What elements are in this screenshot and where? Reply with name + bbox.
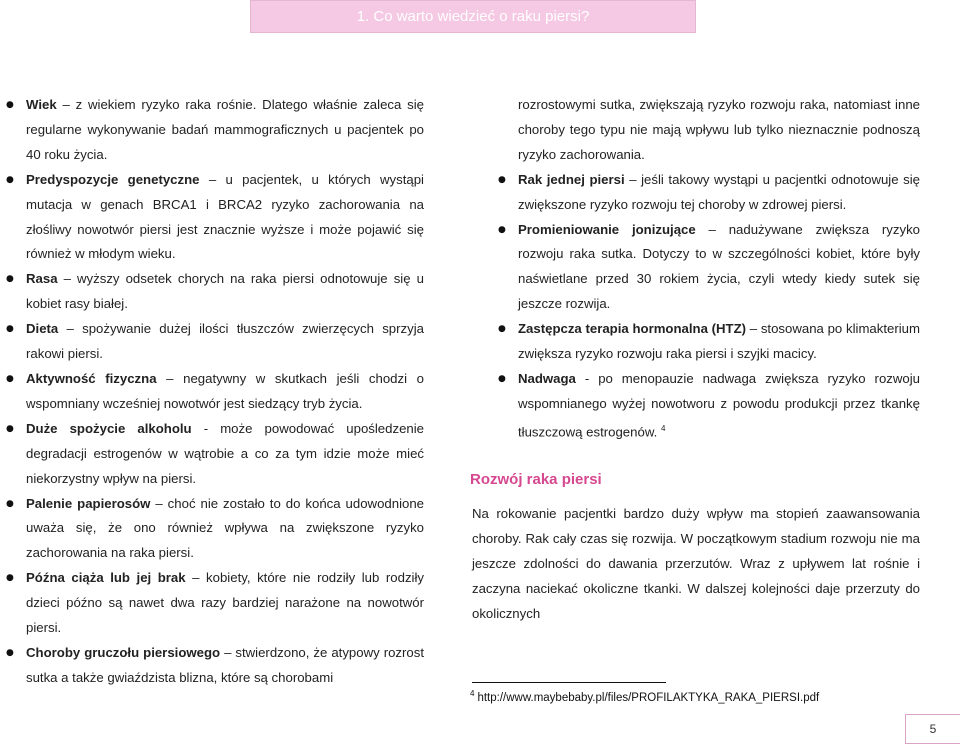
- risk-factor-description: - po menopauzie nadwaga zwiększa ryzyko rozwoju wspomnianego wyżej nowotworu z powodu produkcji przez tkankę tłuszczową estrogenów.: [518, 370, 920, 440]
- risk-factor-name: Promieniowanie jonizujące: [518, 221, 696, 237]
- risk-factor-name: Rak jednej piersi: [518, 171, 625, 187]
- bullet-icon: ●: [6, 274, 14, 285]
- section-heading: Rozwój raka piersi: [470, 471, 602, 489]
- list-item: [6, 168, 424, 268]
- bullet-icon: ●: [6, 100, 14, 110]
- bullet-icon: ●: [498, 373, 506, 384]
- page-number: 5: [929, 722, 937, 736]
- chapter-title-banner: [250, 0, 696, 33]
- list-item: [6, 267, 424, 317]
- risk-factor-description: – u pacjentek, u których wystąpi mutacja w genach BRCA1 i BRCA2 ryzyko zachorowania na złośliwy nowotwór piersi jest znacznie wyższe i może pojawić się również w młodym wieku.: [26, 171, 424, 262]
- list-item: [6, 641, 424, 691]
- bullet-icon: ●: [6, 324, 14, 335]
- list-item: [6, 566, 425, 641]
- risk-factor-name: Rasa: [26, 271, 58, 287]
- bullet-icon: ●: [498, 224, 506, 235]
- bullet-icon: ●: [6, 174, 14, 185]
- risk-factor-description: – z wiekiem ryzyko raka rośnie. Dlatego właśnie zaleca się regularne wykonywanie badań mammograficznych u pacjentek po 40 roku życia.: [26, 97, 424, 162]
- risk-factor-description: – wyższy odsetek chorych na raka piersi odnotowuje się u kobiet rasy białej.: [26, 271, 424, 312]
- risk-factor-description: – nadużywane zwiększa ryzyko rozwoju raka sutka. Dotyczy to w szczególności kobiet, które były naświetlane przed 30 rokiem życia, czyli wtedy kiedy sutek się jeszcze rozwija.: [518, 221, 921, 312]
- bullet-icon: ●: [6, 573, 14, 584]
- risk-factor-name: Dieta: [26, 321, 59, 337]
- footnote-number: 4: [470, 689, 475, 698]
- risk-factor-description: - może powodować upośledzenie degradacji estrogenów w wątrobie a co za tym idzie może mieć niekorzystny wpływ na piersi.: [26, 420, 424, 486]
- section-paragraph: Na rokowanie pacjentki bardzo duży wpływ ma stopień zaawansowania choroby. Rak cały czas się rozwija. W początkowym stadium rozwoju nie ma jeszcze zdolności do dawania przerzutów. Wraz z upływem lat rośnie i zaczyna naciekać okoliczne tkanki. W dalszej kolejności daje przerzuty do okolicznych: [472, 506, 920, 621]
- footnote-divider: [472, 682, 666, 683]
- list-item: [6, 317, 424, 367]
- risk-factor-name: Nadwaga: [518, 370, 576, 386]
- risk-factor-description: – stosowana po klimakterium zwiększa ryzyko rozwoju raka piersi i szyjki macicy.: [518, 321, 920, 362]
- risk-factor-name: Zastępcza terapia hormonalna (HTZ): [518, 321, 747, 337]
- list-item: [498, 367, 920, 445]
- chapter-title: 1. Co warto wiedzieć o raku piersi?: [356, 8, 590, 25]
- risk-factor-name: Duże spożycie alkoholu: [26, 420, 192, 436]
- risk-factor-description: – choć nie zostało to do końca udowodnione uważa się, że ono również wpływa na zwiększone ryzyko zachorowania na raka piersi.: [26, 495, 424, 561]
- risk-factor-description: – jeśli takowy wystąpi u pacjentki odnotowuje się zwiększone ryzyko rozwoju tej choroby w zdrowej piersi.: [518, 171, 921, 212]
- right-column: [470, 93, 920, 627]
- risk-factor-name: Aktywność fizyczna: [26, 370, 157, 386]
- risk-factor-name: Palenie papierosów: [26, 495, 151, 511]
- list-item: [6, 367, 424, 417]
- bullet-icon: ●: [498, 174, 506, 185]
- list-item: [6, 93, 424, 168]
- risk-factor-description: – spożywanie dużej ilości tłuszczów zwierzęcych sprzyja rakowi piersi.: [26, 321, 424, 362]
- risk-factor-name: Predyspozycje genetyczne: [26, 171, 200, 187]
- risk-factor-description: – kobiety, które nie rodziły lub rodziły dzieci późno są nawet dwa razy bardziej narażone na nowotwór piersi.: [26, 570, 425, 636]
- bullet-icon: ●: [6, 647, 14, 658]
- list-item: [6, 417, 424, 492]
- risk-factor-description: – negatywny w skutkach jeśli chodzi o wspomniany wcześniej nowotwór jest siedzący tryb życia.: [26, 370, 424, 411]
- bullet-icon: ●: [6, 498, 14, 509]
- footnote: [470, 689, 819, 704]
- list-item: [498, 218, 921, 318]
- risk-factor-description: – stwierdzono, że atypowy rozrost sutka a także gwiaździsta blizna, które są chorobami: [26, 644, 424, 685]
- bullet-icon: ●: [6, 373, 14, 384]
- bullet-icon: ●: [498, 324, 506, 335]
- page-number-box: [905, 714, 960, 744]
- continued-paragraph: rozrostowymi sutka, zwiększają ryzyko rozwoju raka, natomiast inne choroby tego typu nie mają wpływu lub tylko nieznacznie podnoszą ryzyko zachorowania.: [518, 97, 920, 162]
- risk-factor-name: Choroby gruczołu piersiowego: [26, 644, 221, 660]
- left-column: [6, 93, 425, 691]
- list-item: [498, 317, 920, 367]
- footnote-link[interactable]: http://www.maybebaby.pl/files/PROFILAKTYKA_RAKA_PIERSI.pdf: [477, 691, 820, 704]
- risk-factor-name: Późna ciąża lub jej brak: [26, 570, 186, 586]
- risk-factor-name: Wiek: [26, 97, 57, 112]
- footnote-reference[interactable]: 4: [660, 423, 666, 433]
- list-item: [498, 168, 921, 218]
- bullet-icon: ●: [6, 423, 14, 434]
- list-item: [6, 492, 424, 567]
